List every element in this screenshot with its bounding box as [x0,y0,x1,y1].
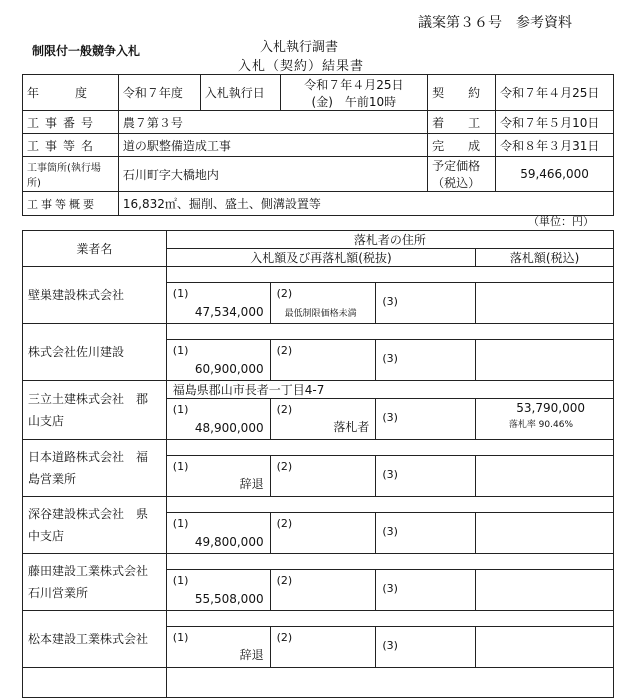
bid-3-label: (3) [382,525,398,538]
info-row-workno [23,111,614,134]
bid-3-label: (3) [382,352,398,365]
bidder-name-line-1: 深谷建設株式会社 県 [28,507,149,521]
bidder-address [166,324,613,340]
bid-row-address [23,381,614,399]
bidder-name-line-2: 石川営業所 [28,586,89,600]
bidder-name-line-2: 島営業所 [28,472,77,486]
bids-header-row-1 [23,231,614,249]
bid-2-cell [270,456,376,497]
doc-number: 議案第３６号 参考資料 [418,15,572,31]
bid-3-cell [376,513,476,554]
bid-3-label: (3) [382,582,398,595]
bid-3-cell [376,456,476,497]
year-label: 年 度 [23,75,119,111]
bidder-address [166,267,613,283]
bid-3-label: (3) [382,411,398,424]
info-row-summary [23,192,614,216]
summary-label: 工事等概要 [23,192,119,216]
bid-2-cell [270,570,376,611]
bids-table [22,230,614,698]
empty-cell [23,668,167,698]
bidder-name-line-1: 三立土建株式会社 郡 [28,392,149,406]
work-no-label: 工事番号 [23,111,119,134]
bid-row-address [23,497,614,513]
bidder-name [23,554,167,611]
bid-3-cell [376,627,476,668]
bid-1-cell [166,570,270,611]
est-price: 59,466,000 [496,157,614,192]
bidder-name-line-1: 日本道路株式会社 福 [28,450,149,464]
exec-date: 令和７年４月25日 [304,77,404,92]
bid-1-amount: 48,900,000 [194,421,264,435]
contract-label: 契 約 [428,75,496,111]
bid-3-cell [376,399,476,440]
complete-date: 令和８年３月31日 [496,134,614,157]
award-cell [476,627,614,668]
unit-label: （単位：円） [528,215,594,228]
bid-2-label: (2) [276,517,293,530]
bid-1-label: (1) [172,287,189,300]
bidder-address [166,554,613,570]
summary: 16,832㎡、掘削、盛土、側溝設置等 [118,192,613,216]
bidder-address [166,611,613,627]
bid-2-label: (2) [276,460,293,473]
bidder-name [23,611,167,668]
bid-3-cell [376,283,476,324]
complete-label: 完 成 [428,134,496,157]
bid-2-label: (2) [276,631,293,644]
award-cell [476,283,614,324]
bidder-name-line-2: 中支店 [28,529,65,543]
bid-type: 制限付一般競争入札 [32,44,141,58]
bids-body [23,267,614,698]
bid-row-address [23,267,614,283]
exec-date-cell [280,75,428,111]
col-award: 落札額(税込) [476,249,614,267]
info-table [22,74,614,216]
exec-time: (金) 午前10時 [311,94,397,109]
bidder-address: 福島県郡山市長者一丁目4-7 [166,381,613,399]
contract-date: 令和７年４月25日 [496,75,614,111]
bid-2-note: 最低制限価格未満 [284,309,357,319]
bid-1-amount: 60,900,000 [194,362,264,376]
empty-row [23,668,614,698]
start-label: 着 工 [428,111,496,134]
award-cell [476,340,614,381]
info-row-location [23,157,614,192]
award-cell [476,570,614,611]
bid-1-label: (1) [172,631,189,644]
est-label-2: （税込） [432,176,481,190]
bidder-name-line-2: 山支店 [28,414,65,428]
bid-row-address [23,554,614,570]
info-row-year [23,75,614,111]
col-company: 業者名 [23,231,167,267]
bid-1-label: (1) [172,344,189,357]
info-row-workname [23,134,614,157]
title-1: 入札執行調書 [260,40,339,55]
bid-2-amount: 落札者 [333,420,370,434]
award-amount: 53,790,000 [516,401,585,415]
bid-2-label: (2) [276,574,293,587]
bidder-name-line-1: 松本建設工業株式会社 [28,632,149,646]
award-rate: 落札率 90.46% [508,420,573,430]
bidder-name [23,267,167,324]
bid-row-address [23,440,614,456]
bid-1-amount: 辞退 [239,648,264,662]
work-name: 道の駅整備造成工事 [118,134,427,157]
bid-2-cell [270,283,376,324]
bid-3-label: (3) [382,639,398,652]
bid-2-label: (2) [276,287,293,300]
bid-2-cell [270,340,376,381]
bid-3-cell [376,340,476,381]
bid-1-amount: 49,800,000 [194,535,264,549]
bid-1-cell [166,340,270,381]
bidder-name [23,497,167,554]
bid-1-cell [166,283,270,324]
est-label-cell [428,157,496,192]
bid-2-label: (2) [276,403,293,416]
col-address: 落札者の住所 [166,231,613,249]
award-cell [476,456,614,497]
bid-2-label: (2) [276,344,293,357]
work-name-label: 工事等名 [23,134,119,157]
year-value: 令和７年度 [118,75,200,111]
bidder-name-line-1: 壁巣建設株式会社 [28,288,125,302]
bid-1-label: (1) [172,517,189,530]
est-label-1: 予定価格 [432,159,481,173]
location: 石川町字大橋地内 [118,157,427,192]
bidder-name [23,381,167,440]
bidder-name-line-1: 藤田建設工業株式会社 [28,564,149,578]
award-cell [476,513,614,554]
bidder-address [166,497,613,513]
location-label: 工事箇所(執行場所) [23,157,119,192]
bid-row-address [23,324,614,340]
bid-1-amount: 辞退 [239,477,264,491]
work-no: 農７第３号 [118,111,427,134]
bid-1-label: (1) [172,460,189,473]
bid-2-cell [270,513,376,554]
bid-1-cell [166,513,270,554]
start-date: 令和７年５月10日 [496,111,614,134]
empty-cell [166,668,613,698]
bid-1-label: (1) [172,403,189,416]
bid-1-cell [166,627,270,668]
bid-1-cell [166,399,270,440]
bidder-name [23,324,167,381]
bid-2-cell [270,399,376,440]
bid-2-cell [270,627,376,668]
bidder-address [166,440,613,456]
bid-3-label: (3) [382,468,398,481]
title-2: 入札（契約）結果書 [238,59,365,74]
bid-1-amount: 55,508,000 [194,592,264,606]
bidder-name-line-1: 株式会社佐川建設 [28,345,125,359]
bid-row-address [23,611,614,627]
bid-1-label: (1) [172,574,189,587]
exec-label: 入札執行日 [200,75,280,111]
bid-3-label: (3) [382,295,398,308]
col-amounts: 入札額及び再落札額(税抜) [166,249,475,267]
bidder-name [23,440,167,497]
bid-1-amount: 47,534,000 [194,305,264,319]
bid-3-cell [376,570,476,611]
award-cell [476,399,614,440]
bid-1-cell [166,456,270,497]
